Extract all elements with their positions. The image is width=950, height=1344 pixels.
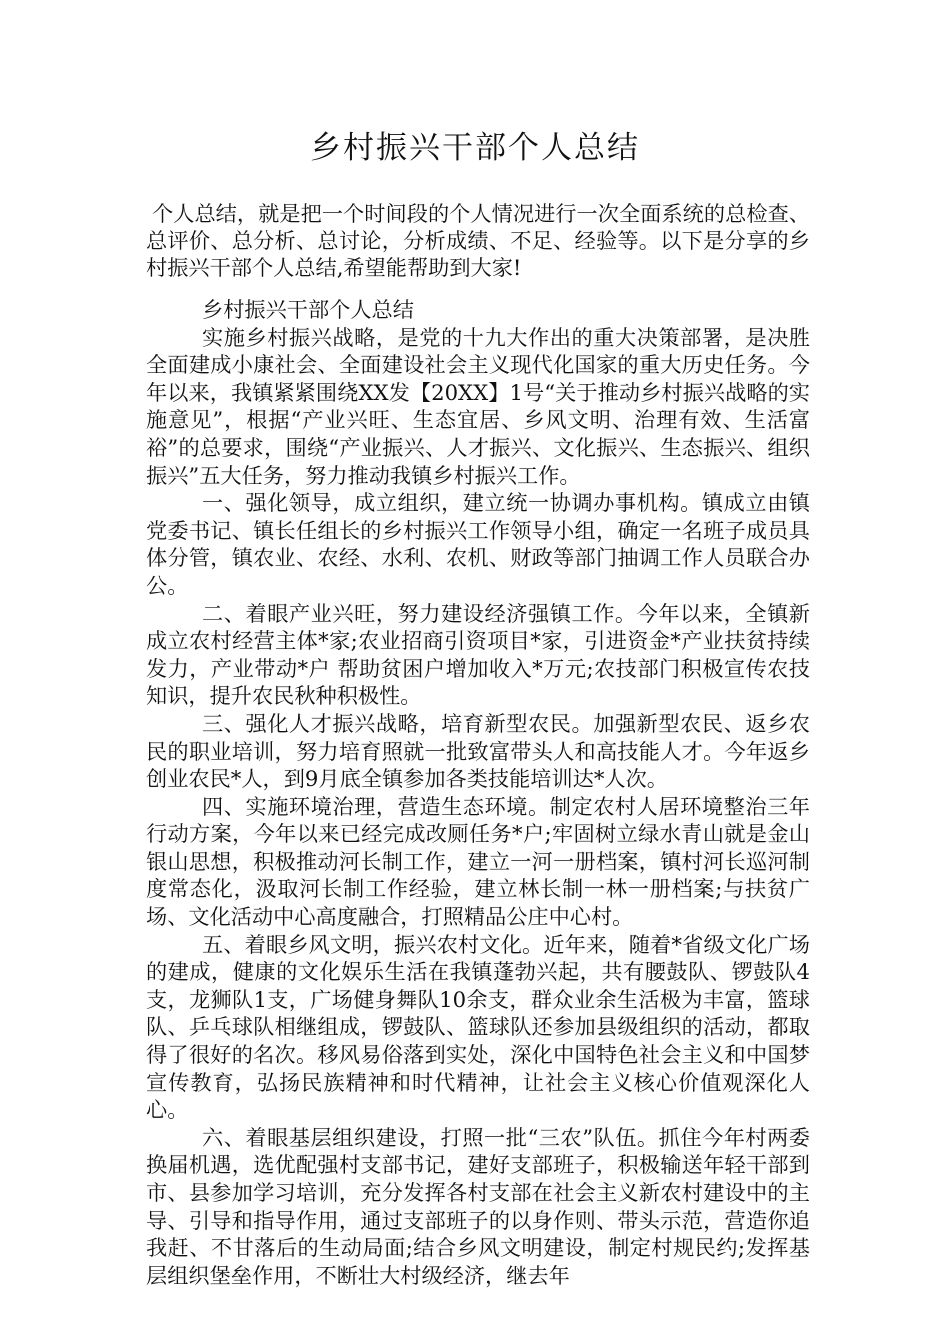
body-paragraph: 六、着眼基层组织建设，打照一批“三农”队伍。抓住今年村两委换届机遇，选优配强村支部书记，建好支部班子，积极输送年轻干部到市、县参加学习培训，充分发挥各村支部在社会主义新农村建设中的主导、引导和指导作用，通过支部班子的以身作则、带头示范，营造你追我赶、不甘落后的生动局面;结合乡风文明建设，制定村规民约;发挥基层组织堡垒作用，不断壮大村级经济，继去年 <box>146 1124 810 1288</box>
body-paragraph: 三、强化人才振兴战略，培育新型农民。加强新型农民、返乡农民的职业培训，努力培育照就一批致富带头人和高技能人才。今年返乡创业农民*人，到9月底全镇参加各类技能培训达*人次。 <box>146 710 810 792</box>
section-heading: 乡村振兴干部个人总结 <box>202 297 414 322</box>
body-paragraph: 五、着眼乡风文明，振兴农村文化。近年来，随着*省级文化广场的建成，健康的文化娱乐生活在我镇蓬勃兴起，共有腰鼓队、锣鼓队4支，龙狮队1支，广场健身舞队10余支，群众业余生活极为丰富，篮球队、乒乓球队相继组成，锣鼓队、篮球队还参加县级组织的活动，都取得了很好的名次。移风易俗落到实处，深化中国特色社会主义和中国梦宣传教育，弘扬民族精神和时代精神，让社会主义核心价值观深化人心。 <box>146 931 810 1123</box>
intro-paragraph: 个人总结，就是把一个时间段的个人情况进行一次全面系统的总检查、总评价、总分析、总讨论，分析成绩、不足、经验等。以下是分享的乡村振兴干部个人总结,希望能帮助到大家! <box>146 201 810 280</box>
body-paragraph: 二、着眼产业兴旺，努力建设经济强镇工作。今年以来，全镇新成立农村经营主体*家;农业招商引资项目*家，引进资金*产业扶贫持续发力，产业带动*户 帮助贫困户增加收入*万元;农技部门积极宣传农技知识，提升农民秋种积极性。 <box>146 600 810 709</box>
document-body <box>146 296 810 1289</box>
body-paragraph: 一、强化领导，成立组织，建立统一协调办事机构。镇成立由镇党委书记、镇长任组长的乡村振兴工作领导小组，确定一名班子成员具体分管，镇农业、农经、水利、农机、财政等部门抽调工作人员联合办公。 <box>146 490 810 598</box>
document-title: 乡村振兴干部个人总结 <box>310 130 640 166</box>
body-paragraph: 四、实施环境治理，营造生态环境。制定农村人居环境整治三年行动方案，今年以来已经完成改厕任务*户;牢固树立绿水青山就是金山银山思想，积极推动河长制工作，建立一河一册档案，镇村河长巡河制度常态化，汲取河长制工作经验，建立林长制一林一册档案;与扶贫广场、文化活动中心高度融合，打照精品公庄中心村。 <box>146 793 810 930</box>
body-paragraph: 实施乡村振兴战略，是党的十九大作出的重大决策部署，是决胜全面建成小康社会、全面建设社会主义现代化国家的重大历史任务。今年以来，我镇紧紧围绕XX发【20XX】1号“关于推动乡村振兴战略的实施意见”，根据“产业兴旺、生态宜居、乡风文明、治理有效、生活富裕”的总要求，围绕“产业振兴、人才振兴、文化振兴、生态振兴、组织振兴”五大任务，努力推动我镇乡村振兴工作。 <box>146 324 810 488</box>
